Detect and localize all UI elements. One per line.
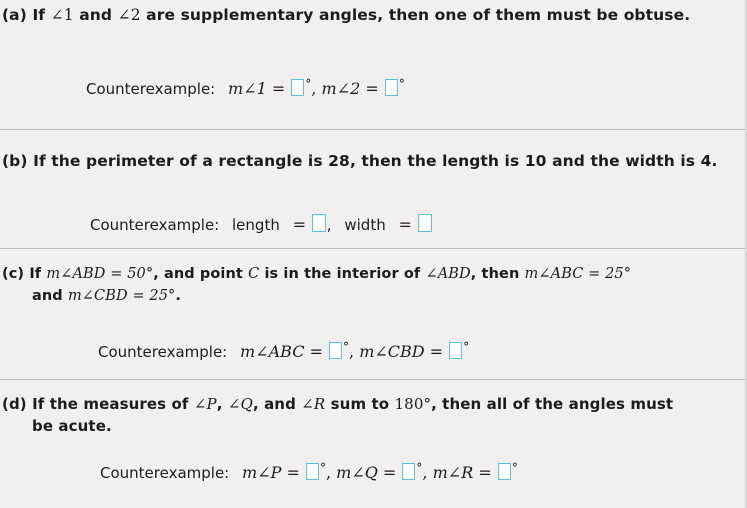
problem-b-label: (b) bbox=[2, 152, 28, 170]
problem-a-counterexample: Counterexample: m∠1 = °, m∠2 = ° bbox=[86, 77, 405, 98]
divider bbox=[0, 129, 747, 130]
problem-b-counterexample: Counterexample: length = , width = bbox=[90, 214, 433, 234]
problem-a-statement: (a) If ∠1 and ∠2 are supplementary angles, then one of them must be obtuse. bbox=[2, 6, 691, 24]
problem-c-counterexample: Counterexample: m∠ABC = °, m∠CBD = ° bbox=[98, 340, 470, 361]
problem-d-statement-line2: be acute. bbox=[32, 417, 112, 435]
problem-d-label: (d) bbox=[2, 395, 27, 413]
angle-1: ∠1 bbox=[50, 6, 74, 24]
problem-b-statement: (b) If the perimeter of a rectangle is 28, then the length is 10 and the width is 4. bbox=[2, 152, 718, 170]
problem-c-label: (c) bbox=[2, 266, 25, 282]
counterexample-label: Counterexample: bbox=[98, 343, 228, 361]
problem-c-statement-line1: (c) If m∠ABD = 50°, and point C is in the interior of ∠ABD, then m∠ABC = 25° bbox=[2, 266, 632, 282]
problem-c-statement-line2: and m∠CBD = 25°. bbox=[32, 288, 182, 304]
answer-box-d-r[interactable] bbox=[498, 463, 511, 480]
answer-box-a-angle2[interactable] bbox=[385, 79, 398, 96]
problem-d-statement-line1: (d) If the measures of ∠P, ∠Q, and ∠R sum to 180°, then all of the angles must bbox=[2, 395, 674, 413]
answer-box-d-q[interactable] bbox=[402, 463, 415, 480]
counterexample-label: Counterexample: bbox=[90, 216, 220, 234]
problem-a-label: (a) bbox=[2, 6, 27, 24]
answer-box-b-width[interactable] bbox=[418, 214, 432, 232]
counterexample-label: Counterexample: bbox=[100, 464, 230, 482]
divider bbox=[0, 248, 747, 249]
answer-box-a-angle1[interactable] bbox=[291, 79, 304, 96]
answer-box-d-p[interactable] bbox=[306, 463, 319, 480]
problem-d-counterexample: Counterexample: m∠P = °, m∠Q = °, m∠R = ° bbox=[100, 461, 518, 482]
divider bbox=[0, 379, 747, 380]
answer-box-c-cbd[interactable] bbox=[449, 342, 462, 359]
answer-box-c-abc[interactable] bbox=[329, 342, 342, 359]
angle-2: ∠2 bbox=[117, 6, 141, 24]
counterexample-label: Counterexample: bbox=[86, 80, 216, 98]
answer-box-b-length[interactable] bbox=[312, 214, 326, 232]
